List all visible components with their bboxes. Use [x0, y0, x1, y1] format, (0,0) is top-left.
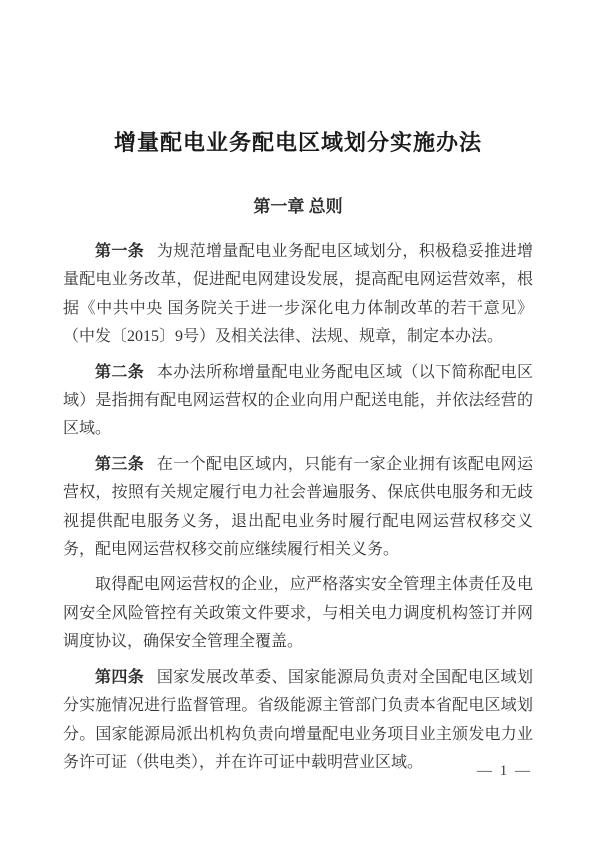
- paragraph-text: 国家发展改革委、国家能源局负责对全国配电区域划分实施情况进行监督管理。省级能源主管部门负责本省配电区域划分。国家能源局派出机构负责向增量配电业务项目业主颁发电力业务许可证（供电类），并在许可证中载明营业区域。: [63, 668, 533, 771]
- paragraph-article-2: [63, 359, 533, 444]
- paragraph-article-3: [63, 451, 533, 565]
- paragraph-article-4: [63, 664, 533, 778]
- article-label: 第一条: [95, 243, 145, 260]
- document-body: [63, 238, 533, 777]
- paragraph-text: 本办法所称增量配电业务配电区域（以下简称配电区域）是指拥有配电网运营权的企业向用户配送电能，并依法经营的区域。: [63, 363, 533, 438]
- article-label: 第四条: [95, 668, 145, 686]
- paragraph-article-1: [63, 238, 533, 352]
- page-number: — 1 —: [477, 763, 532, 779]
- paragraph-text: 取得配电网运营权的企业，应严格落实安全管理主体责任及电网安全风险管控有关政策文件要求，与相关电力调度机构签订并网调度协议，确保安全管理全覆盖。: [63, 576, 533, 651]
- paragraph-continuation: [63, 571, 533, 656]
- document-content: [63, 0, 533, 784]
- article-label: 第二条: [95, 363, 145, 381]
- document-title: 增量配电业务配电区域划分实施办法: [113, 130, 482, 155]
- paragraph-text: 在一个配电区域内，只能有一家企业拥有该配电网运营权，按照有关规定履行电力社会普遍服务、保底供电服务和无歧视提供配电服务义务，退出配电业务时履行配电网运营权移交义务，配电网运营权移交前应继续履行相关义务。: [63, 455, 533, 559]
- chapter-heading: 第一章 总则: [253, 197, 343, 216]
- article-label: 第三条: [95, 455, 145, 473]
- paragraph-text: 为规范增量配电业务配电区域划分，积极稳妥推进增量配电业务改革，促进配电网建设发展，提高配电网运营效率，根据《中共中央 国务院关于进一步深化电力体制改革的若干意见》（中发〔2015〕9号）及相关法律、法规、规章，制定本办法。: [63, 243, 533, 346]
